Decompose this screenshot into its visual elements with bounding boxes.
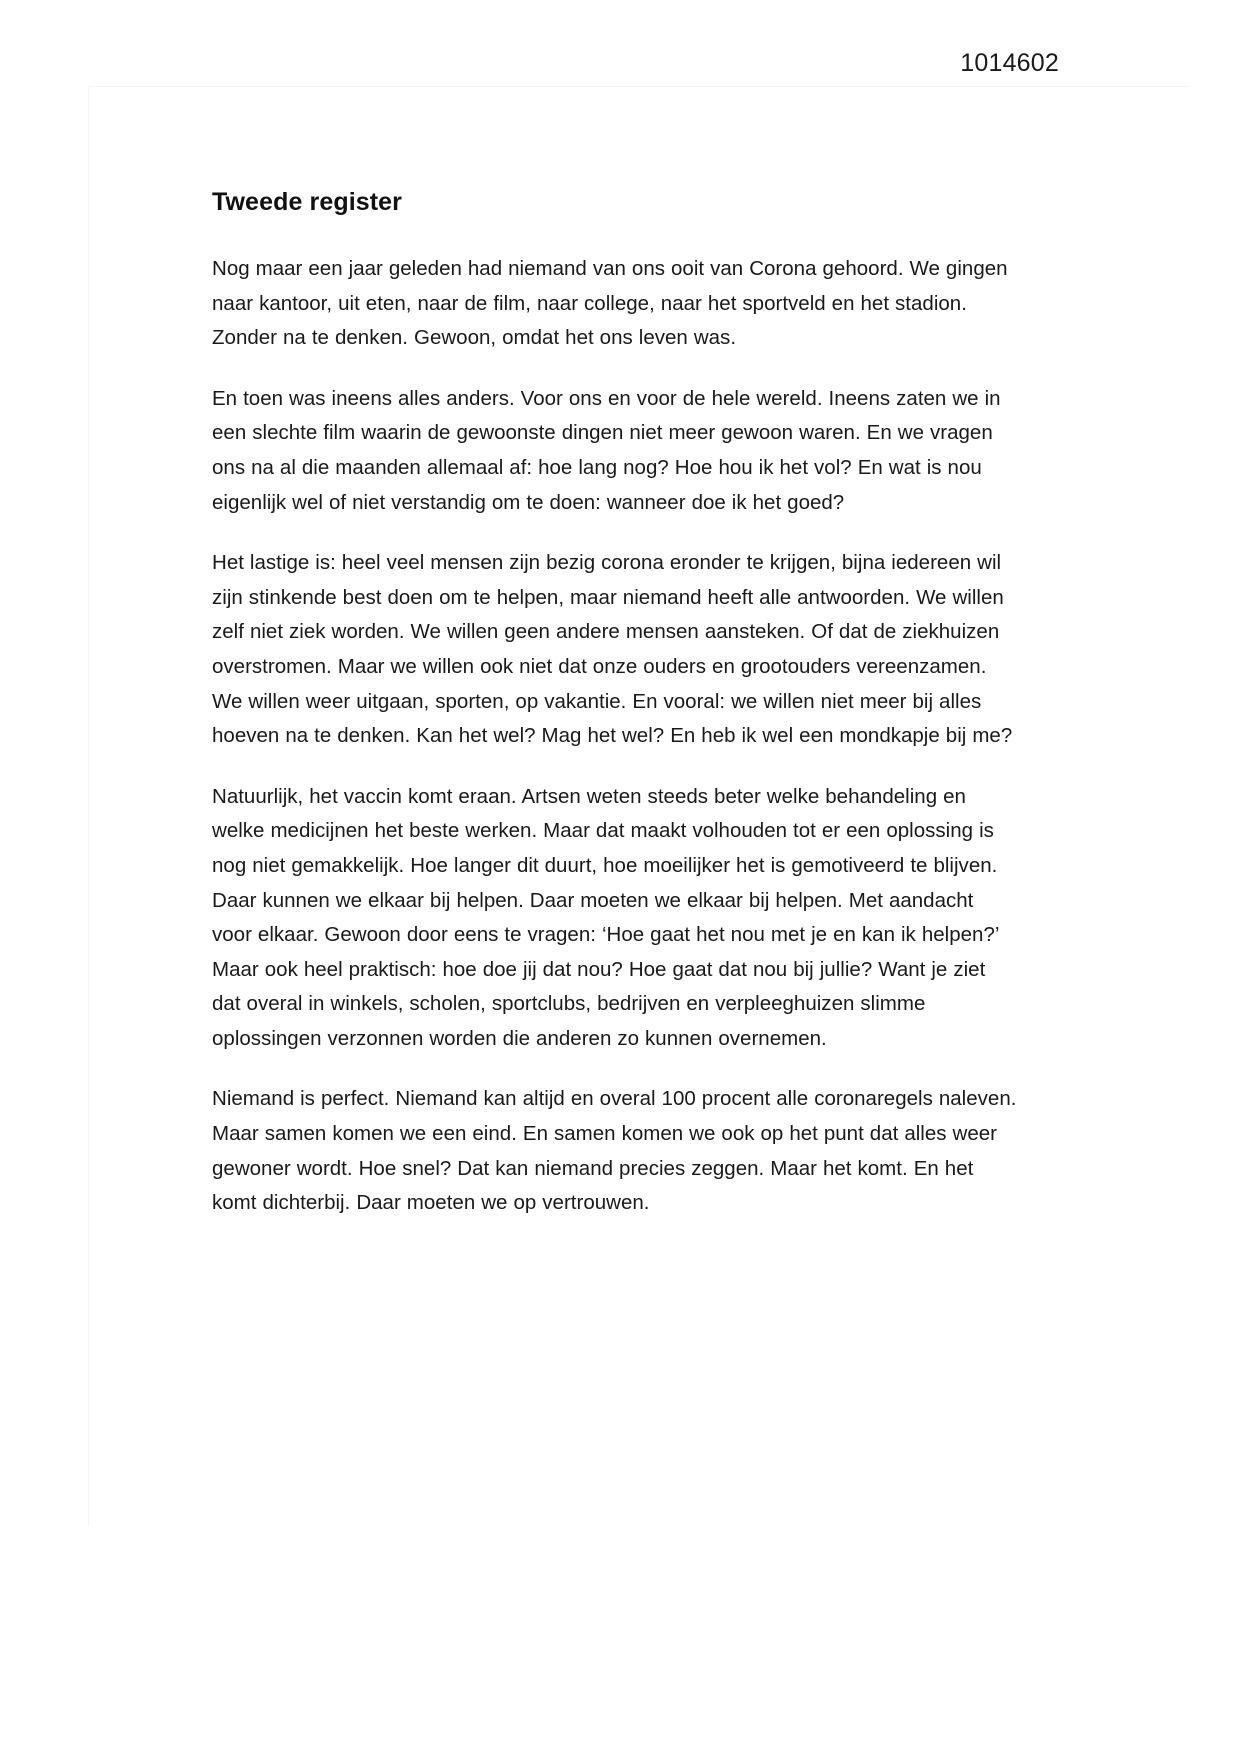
paragraph-1: Nog maar een jaar geleden had niemand van ons ooit van Corona gehoord. We gingen naar kantoor, uit eten, naar de film, naar college, naar het sportveld en het stadion. Zonder na te denken. Gewoon, omdat het ons leven was. (212, 257, 1008, 350)
paragraph-3: Het lastige is: heel veel mensen zijn bezig corona eronder te krijgen, bijna iedereen wil zijn stinkende best doen om te helpen, maar niemand heeft alle antwoorden. We willen zelf niet ziek worden. We willen geen andere mensen aansteken. Of dat de ziekhuizen overstromen. Maar we willen ook niet dat onze ouders en grootouders vereenzamen. We willen weer uitgaan, sporten, op vakantie. En vooral: we willen niet meer bij alles hoeven na te denken. Kan het wel? Mag het wel? En heb ik wel een mondkapje bij me? (212, 551, 1013, 748)
document-body (212, 186, 1018, 1221)
scan-edge-top (88, 86, 1188, 87)
paragraph-4: Natuurlijk, het vaccin komt eraan. Artsen weten steeds beter welke behandeling en welke medicijnen het beste werken. Maar dat maakt volhouden tot er een oplossing is nog niet gemakkelijk. Hoe langer dit duurt, hoe moeilijker het is gemotiveerd te blijven. Daar kunnen we elkaar bij helpen. Daar moeten we elkaar bij helpen. Met aandacht voor elkaar. Gewoon door eens te vragen: ‘Hoe gaat het nou met je en kan ik helpen?’ Maar ook heel praktisch: hoe doe jij dat nou? Hoe gaat dat nou bij jullie? Want je ziet dat overal in winkels, scholen, sportclubs, bedrijven en verpleeghuizen slimme oplossingen verzonnen worden die anderen zo kunnen overnemen. (212, 784, 999, 1050)
page-title: Tweede register (212, 188, 403, 216)
paragraph-5: Niemand is perfect. Niemand kan altijd en overal 100 procent alle coronaregels naleven. Maar samen komen we een eind. En samen komen we ook op het punt dat alles weer gewoner wordt. Hoe snel? Dat kan niemand precies zeggen. Maar het komt. En het komt dichterbij. Daar moeten we op vertrouwen. (212, 1087, 1017, 1215)
document-number: 1014602 (960, 49, 1059, 77)
scan-edge-left (88, 86, 89, 1526)
paragraph-2: En toen was ineens alles anders. Voor ons en voor de hele wereld. Ineens zaten we in een slechte film waarin de gewoonste dingen niet meer gewoon waren. En we vragen ons na al die maanden allemaal af: hoe lang nog? Hoe hou ik het vol? En wat is nou eigenlijk wel of niet verstandig om te doen: wanneer doe ik het goed? (212, 386, 1001, 514)
